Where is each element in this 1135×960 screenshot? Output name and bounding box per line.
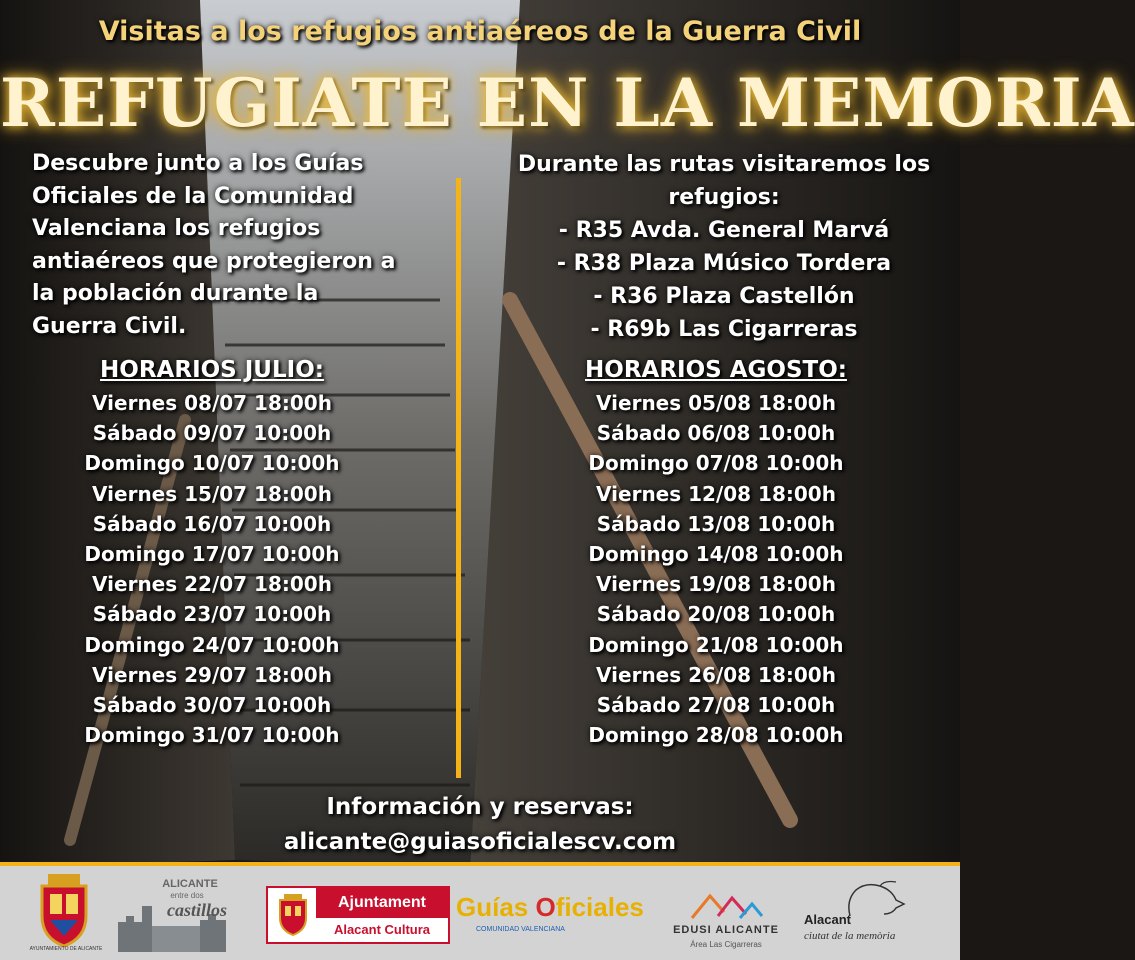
guias-suffix: ficiales — [555, 892, 644, 922]
castles-line1: ALICANTE — [162, 878, 218, 890]
contact-label: Información y reservas: — [326, 794, 634, 820]
footer-logos — [0, 866, 960, 960]
contact-block — [0, 790, 960, 860]
schedule-row: Viernes 05/08 18:00h — [596, 391, 836, 415]
schedule-row: Sábado 30/07 10:00h — [92, 693, 332, 718]
schedule-row: Viernes 26/08 18:00h — [596, 662, 836, 687]
intro-line: Guerra Civil. — [32, 313, 187, 339]
schedule-august-heading: HORARIOS AGOSTO: — [585, 357, 847, 383]
route-item: - R35 Avda. General Marvá — [558, 218, 890, 243]
route-item: - R36 Plaza Castellón — [593, 284, 855, 309]
route-item: - R69b Las Cigarreras — [590, 317, 858, 342]
ajuntament-shield-icon — [278, 894, 308, 936]
schedule-row: Domingo 17/07 10:00h — [84, 542, 340, 567]
schedule-row: Domingo 24/07 10:00h — [84, 632, 340, 657]
subtitle: Visitas a los refugios antiaéreos de la Guerra Civil — [98, 16, 862, 47]
edusi-arrows-icon — [666, 890, 786, 924]
schedule-row: Sábado 27/08 10:00h — [596, 693, 836, 718]
schedule-row: Domingo 28/08 10:00h — [588, 723, 844, 748]
intro-line: Descubre junto a los Guías — [32, 151, 364, 176]
castles-line3: castillos — [166, 900, 227, 920]
contact-email-link[interactable]: alicante@guiasoficialescv.com — [283, 829, 677, 855]
schedule-row: Domingo 07/08 10:00h — [588, 451, 844, 476]
schedule-august — [506, 354, 926, 750]
schedule-row: Sábado 09/07 10:00h — [92, 421, 332, 446]
guias-prefix: Guías — [456, 892, 536, 922]
schedule-july — [2, 354, 422, 750]
schedule-row: Sábado 13/08 10:00h — [596, 511, 836, 536]
alacant-title: Alacant — [804, 912, 851, 927]
edusi-title: EDUSI ALICANTE — [673, 924, 779, 936]
ajuntament-logo — [266, 886, 450, 944]
page-title: REFUGIATE EN LA MEMORIA — [0, 64, 1135, 142]
edusi-logo — [666, 890, 786, 956]
ajuntament-title: Ajuntament — [316, 888, 448, 918]
schedule-row: Viernes 29/07 18:00h — [92, 662, 332, 687]
intro-line: antiaéreos que protegieron a — [32, 248, 396, 274]
schedule-row: Viernes 12/08 18:00h — [596, 481, 836, 506]
routes-list — [488, 148, 960, 346]
ajuntament-subtitle: Alacant Cultura — [333, 922, 431, 937]
schedule-row: Sábado 16/07 10:00h — [92, 511, 332, 536]
schedule-row: Sábado 23/07 10:00h — [92, 602, 332, 627]
route-item: - R38 Plaza Músico Tordera — [556, 251, 892, 276]
guias-oficiales-logo — [456, 886, 666, 946]
intro-paragraph — [32, 148, 395, 343]
alacant-memoria-logo — [800, 878, 940, 954]
edusi-subtitle: Área Las Cigarreras — [690, 940, 762, 949]
guias-pin-o: O — [535, 892, 556, 922]
intro-line: Valenciana los refugios — [32, 216, 321, 241]
routes-line: refugios: — [668, 185, 780, 210]
schedule-row: Domingo 10/07 10:00h — [84, 451, 340, 476]
schedule-row: Viernes 22/07 18:00h — [92, 572, 332, 597]
schedule-row: Sábado 20/08 10:00h — [596, 602, 836, 627]
guias-subtitle: COMUNIDAD VALENCIANA — [476, 926, 565, 933]
routes-line: Durante las rutas visitaremos los — [517, 152, 931, 177]
castles-logo — [116, 876, 236, 952]
schedule-july-heading: HORARIOS JULIO: — [100, 357, 324, 383]
intro-line: la población durante la — [32, 281, 319, 306]
castles-line2: entre dos — [170, 891, 204, 900]
guias-wordmark — [456, 892, 644, 923]
schedule-row: Domingo 31/07 10:00h — [84, 723, 340, 748]
alacant-subtitle: ciutat de la memòria — [804, 930, 896, 942]
shield-caption: AYUNTAMIENTO DE ALICANTE — [29, 946, 103, 952]
intro-line: Oficiales de la Comunidad — [32, 183, 354, 209]
schedule-row: Viernes 19/08 18:00h — [596, 572, 836, 597]
center-divider — [456, 178, 461, 778]
schedule-row: Domingo 14/08 10:00h — [588, 542, 844, 567]
schedule-row: Sábado 06/08 10:00h — [596, 421, 836, 446]
city-shield-icon — [38, 872, 90, 948]
schedule-row: Viernes 08/07 18:00h — [92, 391, 332, 415]
schedule-row: Domingo 21/08 10:00h — [588, 632, 844, 657]
schedule-row: Viernes 15/07 18:00h — [92, 481, 332, 506]
